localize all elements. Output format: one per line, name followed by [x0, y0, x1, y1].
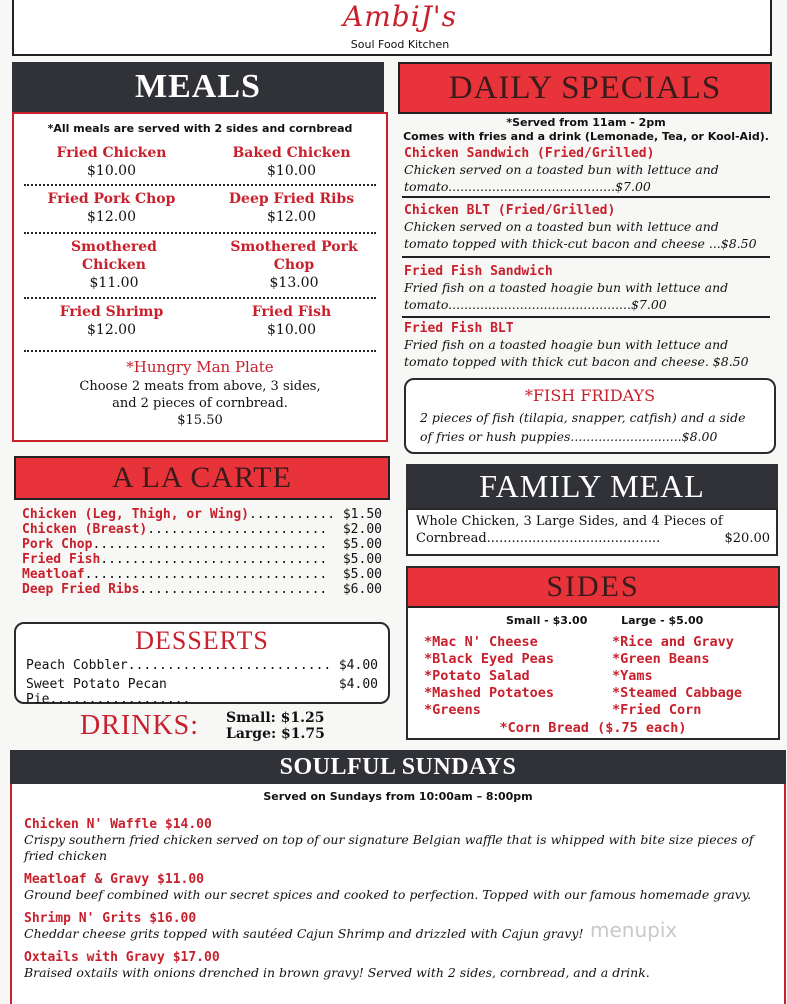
- dessert-name: Sweet Potato Pecan Pie: [26, 677, 167, 707]
- a-la-carte-item: [22, 522, 382, 537]
- item-price: $6.00: [342, 582, 382, 597]
- hungry-man-desc-1: Choose 2 meats from above, 3 sides,: [79, 379, 321, 394]
- item-price: $5.00: [342, 567, 382, 582]
- meal-price: $12.00: [87, 322, 136, 338]
- sunday-title: Meatloaf & Gravy $11.00: [24, 872, 205, 887]
- sundays-box: [10, 784, 786, 1004]
- meal-name: Fried Fish: [251, 304, 332, 320]
- family-meal-banner: [406, 464, 778, 508]
- side-item: *Rice and Gravy: [612, 634, 734, 650]
- sides-box: [406, 566, 780, 740]
- sides-small-price: Small - $3.00: [506, 614, 588, 627]
- specials-comes-with: Comes with fries and a drink (Lemonade, Tea, or Kool-Aid).: [403, 130, 769, 143]
- drinks-small: Small: $1.25: [226, 710, 325, 726]
- desserts-title: DESSERTS: [135, 626, 269, 655]
- meal-price: $12.00: [87, 209, 136, 225]
- sundays-title: SOULFUL SUNDAYS: [279, 753, 517, 780]
- special-title: Chicken Sandwich (Fried/Grilled): [404, 146, 655, 161]
- meal-name: Deep Fried Ribs: [228, 191, 355, 207]
- meals-title: MEALS: [135, 68, 261, 105]
- special-title: Fried Fish Sandwich: [404, 264, 553, 279]
- side-item: *Greens: [424, 702, 481, 718]
- a-la-carte-list: [22, 507, 382, 597]
- meal-name: Fried Shrimp: [59, 304, 164, 320]
- family-meal-price: $20.00: [724, 531, 770, 546]
- item-dots: .............................: [100, 552, 328, 567]
- family-meal-box: [406, 508, 778, 556]
- hungry-man-desc-2: and 2 pieces of cornbread.: [112, 396, 288, 411]
- a-la-carte-item: [22, 582, 382, 597]
- fish-fridays-desc-1: 2 pieces of fish (tilapia, snapper, catfish) and a side: [420, 410, 746, 425]
- fish-fridays-desc-2: of fries or hush puppies............................$8.00: [420, 429, 718, 444]
- sides-right-col: [612, 634, 780, 719]
- drinks-title: DRINKS:: [80, 710, 200, 741]
- item-name: Meatloaf: [22, 567, 85, 582]
- meal-price: $13.00: [269, 275, 319, 291]
- meal-name: Fried Chicken: [56, 145, 167, 161]
- a-la-carte-item: [22, 552, 382, 567]
- meal-item: [44, 238, 184, 292]
- item-dots: ...........: [248, 507, 336, 522]
- item-name: Fried Fish: [22, 552, 101, 567]
- divider: [24, 297, 376, 299]
- item-name: Deep Fried Ribs: [22, 582, 140, 597]
- sunday-title: Oxtails with Gravy $17.00: [24, 950, 220, 965]
- meal-item: [204, 144, 379, 180]
- hungry-man-title: *Hungry Man Plate: [126, 358, 274, 376]
- side-item: *Mac N' Cheese: [424, 634, 538, 650]
- meal-price: $10.00: [267, 163, 316, 179]
- side-item: *Potato Salad: [424, 668, 530, 684]
- special-title: Fried Fish BLT: [404, 321, 514, 336]
- divider: [402, 196, 770, 198]
- dessert-item: [26, 658, 378, 673]
- sides-sizes: [408, 614, 778, 627]
- drinks-large: Large: $1.75: [226, 726, 325, 742]
- special-desc: tomato..........................................$7.00: [404, 179, 651, 194]
- item-dots: ..............................: [92, 537, 328, 552]
- a-la-carte-item: [22, 537, 382, 552]
- specials-title: DAILY SPECIALS: [448, 69, 722, 106]
- specials-served: *Served from 11am - 2pm: [506, 116, 666, 129]
- special-desc: Chicken served on a toasted bun with lettuce and: [404, 219, 719, 234]
- side-item: *Yams: [612, 668, 653, 684]
- meal-item: [204, 190, 379, 226]
- sunday-item: [24, 817, 774, 864]
- item-dots: ........................: [139, 582, 328, 597]
- special-item: [404, 203, 772, 252]
- fish-fridays-box: [404, 378, 776, 454]
- sunday-item: [24, 872, 774, 903]
- sunday-desc: Crispy southern fried chicken served on top of our signature Belgian waffle that is whipped with bite size pieces of fried chicken: [24, 832, 754, 863]
- meal-item: [24, 303, 199, 339]
- dessert-price: $4.00: [338, 658, 378, 673]
- special-desc: Fried fish on a toasted hoagie bun with lettuce and: [404, 337, 729, 352]
- meal-item: [204, 303, 379, 339]
- divider: [24, 232, 376, 234]
- family-meal-desc-1: Whole Chicken, 3 Large Sides, and 4 Pieces of: [416, 514, 723, 529]
- item-price: $5.00: [342, 552, 382, 567]
- special-item: [404, 321, 772, 370]
- a-la-carte-title: A LA CARTE: [112, 461, 292, 494]
- special-desc: Chicken served on a toasted bun with lettuce and: [404, 162, 719, 177]
- meal-item: [224, 238, 364, 292]
- specials-banner: [398, 62, 772, 114]
- special-item: [404, 264, 772, 313]
- item-price: $5.00: [342, 537, 382, 552]
- a-la-carte-banner: [14, 456, 390, 500]
- special-item: [404, 146, 772, 195]
- dessert-dots: ..................: [49, 692, 191, 707]
- special-desc: tomato..............................................$7.00: [404, 297, 667, 312]
- meal-name: Smothered Chicken: [71, 239, 157, 273]
- restaurant-tagline: Soul Food Kitchen: [350, 38, 450, 51]
- side-item: *Green Beans: [612, 651, 710, 667]
- meal-price: $10.00: [267, 322, 316, 338]
- fish-fridays-title: *FISH FRIDAYS: [524, 386, 656, 405]
- meal-name: Fried Pork Chop: [47, 191, 176, 207]
- meals-note: *All meals are served with 2 sides and cornbread: [47, 122, 353, 135]
- item-price: $1.50: [342, 507, 382, 522]
- side-item: *Black Eyed Peas: [424, 651, 555, 667]
- item-dots: .......................: [147, 522, 328, 537]
- hungry-man-plate: [14, 358, 386, 428]
- meal-price: $10.00: [87, 163, 136, 179]
- family-meal-desc-2: Cornbread: [416, 531, 487, 546]
- side-item: *Mashed Potatoes: [424, 685, 555, 701]
- sides-banner: [408, 568, 778, 608]
- family-meal-dots: ..........................................: [486, 531, 661, 546]
- restaurant-logo: AmbiJ's: [343, 0, 457, 33]
- sides-left-col: [424, 634, 604, 719]
- item-price: $2.00: [342, 522, 382, 537]
- meal-price: $11.00: [89, 275, 139, 291]
- dessert-price: $4.00: [338, 677, 378, 692]
- sides-cornbread: *Corn Bread ($.75 each): [499, 720, 687, 736]
- sides-large-price: Large - $5.00: [621, 614, 704, 627]
- sunday-title: Chicken N' Waffle $14.00: [24, 817, 212, 832]
- family-meal-line: [416, 531, 770, 546]
- meal-price: $12.00: [267, 209, 316, 225]
- desserts-box: [14, 622, 390, 707]
- special-desc: Fried fish on a toasted hoagie bun with lettuce and: [404, 280, 729, 295]
- dessert-item: [26, 677, 378, 707]
- meal-name: Baked Chicken: [232, 145, 351, 161]
- dessert-dots: ..........................: [127, 658, 332, 673]
- family-meal-title: FAMILY MEAL: [479, 467, 705, 504]
- hungry-man-price: $15.50: [177, 413, 223, 428]
- side-item: *Steamed Cabbage: [612, 685, 743, 701]
- meal-name: Smothered Pork Chop: [230, 239, 358, 273]
- special-desc: tomato topped with thick-cut bacon and cheese ...$8.50: [404, 236, 757, 251]
- sunday-desc: Ground beef combined with our secret spices and cooked to perfection. Topped with our famous homemade gravy.: [24, 887, 752, 902]
- item-name: Chicken (Leg, Thigh, or Wing): [22, 507, 249, 522]
- sunday-desc: Cheddar cheese grits topped with sautéed Cajun Shrimp and drizzled with Cajun gravy!: [24, 926, 584, 941]
- sides-title: SIDES: [546, 570, 640, 603]
- meal-item: [24, 190, 199, 226]
- sunday-title: Shrimp N' Grits $16.00: [24, 911, 197, 926]
- dessert-name: Peach Cobbler: [26, 658, 128, 673]
- divider: [402, 316, 770, 318]
- special-title: Chicken BLT (Fried/Grilled): [404, 203, 616, 218]
- sunday-item: [24, 950, 774, 981]
- item-name: Chicken (Breast): [22, 522, 148, 537]
- special-desc: tomato topped with thick cut bacon and cheese. $8.50: [404, 354, 749, 369]
- divider: [24, 350, 376, 352]
- a-la-carte-item: [22, 567, 382, 582]
- meals-banner: [12, 62, 384, 112]
- sunday-desc: Braised oxtails with onions drenched in brown gravy! Served with 2 sides, cornbread, and a drink.: [24, 965, 650, 980]
- a-la-carte-item: [22, 507, 382, 522]
- watermark: menupix: [590, 918, 678, 942]
- meals-box: [12, 112, 388, 442]
- divider: [24, 184, 376, 186]
- side-item: *Fried Corn: [612, 702, 702, 718]
- sundays-served: Served on Sundays from 10:00am – 8:00pm: [263, 790, 533, 803]
- item-dots: ...............................: [84, 567, 328, 582]
- sundays-banner: [10, 750, 786, 784]
- meal-item: [24, 144, 199, 180]
- divider: [402, 256, 770, 258]
- item-name: Pork Chop: [22, 537, 93, 552]
